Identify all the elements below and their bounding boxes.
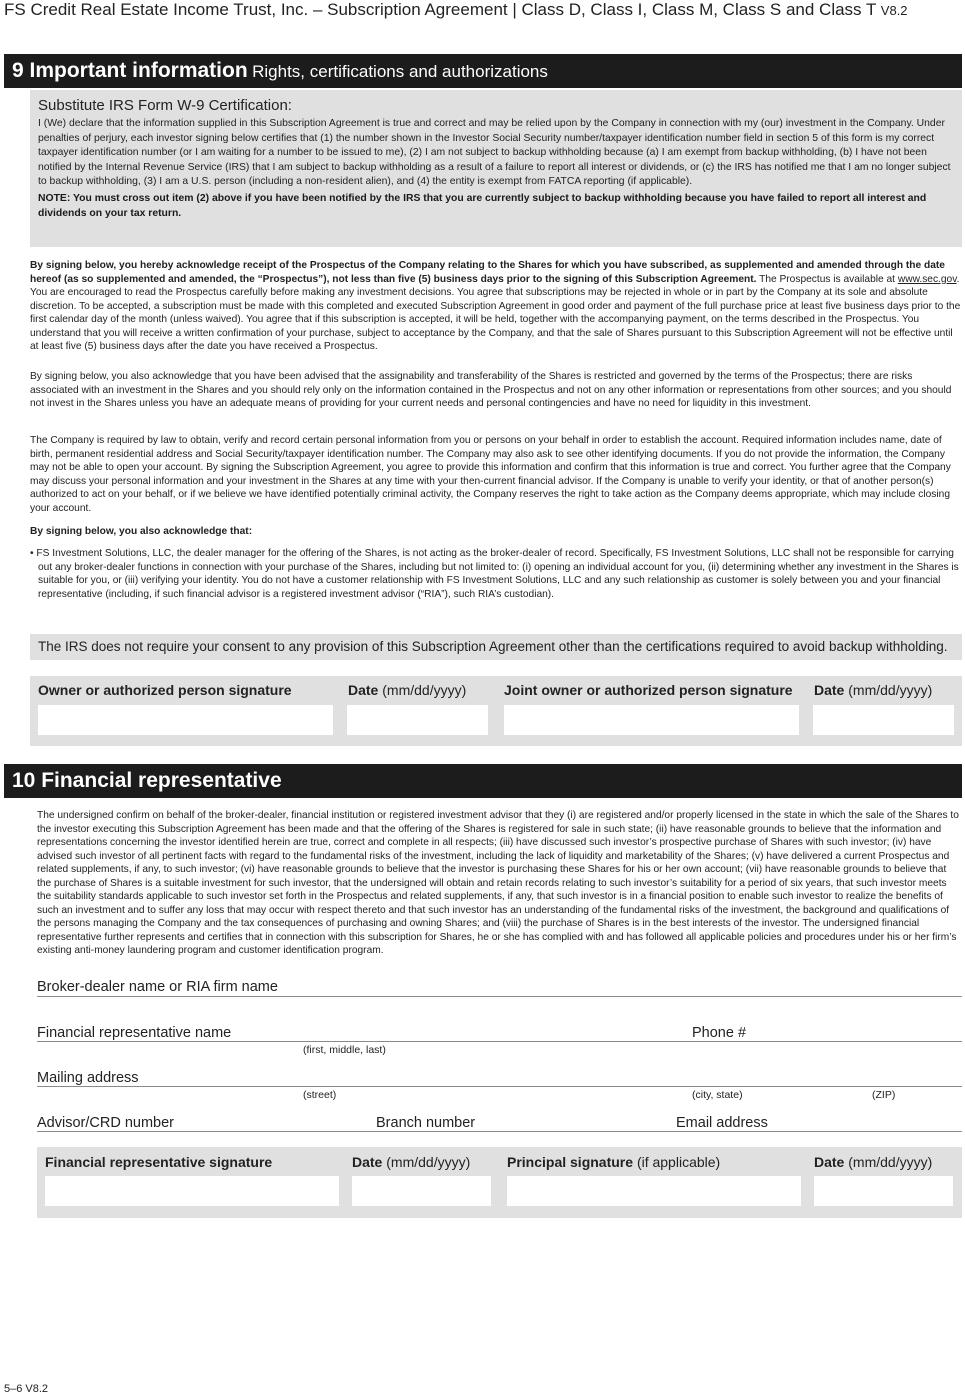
document-title: FS Credit Real Estate Income Trust, Inc. – Subscription Agreement | Class D, Class I, Class M, Class S and Class T xyxy=(4,0,877,19)
fr-name-hint: (first, middle, last) xyxy=(303,1044,386,1056)
owner-signature-field[interactable] xyxy=(38,705,333,735)
acknowledgement-transferability: By signing below, you also acknowledge that you have been advised that the assignability and transferability of the Shares is restricted and governed by the terms of the Prospectus; there are risks associated with an investment in the Shares and you should rely only on the information contained in the Prospectus and not on any other information or representations from other sources; and you should not invest in the Shares unless you have an adequate means of providing for your current needs and personal contingencies and have no need for liquidity in this investment. xyxy=(30,371,952,409)
acknowledgement-prospectus xyxy=(30,259,962,354)
acknowledgement-prospectus-rest: . You are encouraged to read the Prospectus carefully before making any investment decisions. You agree that subscriptions may be rejected in whole or in part by the Company at its sole and absolute discretion. To be accepted, a subscription must be made with this completed and executed Subscription Agreement in good order and payment of the full purchase price at least five business days prior to the first calendar day of the month (unless waived). You agree that if this subscription is accepted, it will be held, together with the accompanying payment, on the terms described in the Prospectus. You understand that you will receive a written confirmation of your purchase, subject to acceptance by the Company, and that the sale of Shares pursuant to this Subscription Agreement will not be effective until at least five (5) business days after the date you have received a Prospectus. xyxy=(30,273,961,352)
branch-number-label: Branch number xyxy=(376,1115,476,1131)
joint-date-field[interactable] xyxy=(813,705,954,735)
acknowledgement-personal-info: The Company is required by law to obtain, verify and record certain personal information from you or persons on your behalf in order to establish the account. Required information includes name, date of birth, permanent residential address and Social Security/taxpayer identification number. The Company may also ask to see other identifying documents. If you do not provide the information, the Company may not be able to open your account. By signing the Subscription Agreement, you agree to provide this information and confirm that this information is true and correct. You further agree that the Company may discuss your personal information and your investment in the Shares at any time with your then-current financial advisor. If the Company is unable to verify your identity, or that of another person(s) authorized to act on your behalf, or if we believe we have identified potentially criminal activity, the Company reserves the right to take action as the Company deems appropriate, which may include closing your account. xyxy=(30,435,951,514)
document-header xyxy=(4,0,908,20)
joint-owner-signature-field[interactable] xyxy=(504,705,799,735)
acknowledgement-prospectus-bold: By signing below, you hereby acknowledge receipt of the Prospectus of the Company relating to the Shares for which you have subscribed, as supplemented and amended through the date hereof (as so supplemented and amended, the “Prospectus”), not less than five (5) business days prior to the signing of this Subscription Agreement. xyxy=(30,260,945,285)
sec-gov-link[interactable]: www.sec.gov xyxy=(897,273,957,285)
section-9-header xyxy=(4,54,962,88)
fr-signature-label: Financial representative signature xyxy=(45,1154,273,1170)
joint-date-format: (mm/dd/yyyy) xyxy=(848,682,933,698)
principal-signature-hint: (if applicable) xyxy=(636,1154,721,1170)
mailing-address-field[interactable] xyxy=(37,1086,962,1087)
advisor-crd-label: Advisor/CRD number xyxy=(37,1115,174,1131)
city-state-hint: (city, state) xyxy=(692,1089,743,1101)
street-hint: (street) xyxy=(303,1089,337,1101)
principal-signature-label xyxy=(507,1154,720,1170)
broker-dealer-field[interactable] xyxy=(37,996,962,997)
section-10-title: 10 Financial representative xyxy=(12,769,282,792)
phone-label: Phone # xyxy=(692,1025,747,1041)
w9-title: Substitute IRS Form W-9 Certification: xyxy=(38,97,292,114)
acknowledgement-lead-in: By signing below, you also acknowledge that: xyxy=(30,526,253,537)
fr-date-field[interactable] xyxy=(352,1176,491,1206)
w9-certification-box xyxy=(30,90,962,247)
zip-hint: (ZIP) xyxy=(872,1089,896,1101)
joint-date-label xyxy=(814,682,932,698)
section-10-header xyxy=(4,764,962,798)
financial-representative-certification: The undersigned confirm on behalf of the broker-dealer, financial institution or registered investment advisor that they (i) are registered and/or properly licensed in the state in which the sale of the Shares to the investor executing this Subscription Agreement has been made and that the offering of the Shares is registered for sale in such state; (ii) have reasonable grounds to believe that the information and representations concerning the investor identified herein are true, correct and complete in all respects; (iii) have discussed such investor’s prospective purchase of Shares with such investor; (iv) have advised such investor of all pertinent facts with regard to the fundamental risks of the investment, including the lack of liquidity and marketability of the Shares; (v) have delivered a current Prospectus and related supplements, if any, to such investor; (vi) have reasonable grounds to believe that the investor is purchasing these Shares for his or her own account; (vii) have reasonable grounds to believe that the purchase of Shares is a suitable investment for such investor, that the undersigned will obtain and retain records relating to such investor’s suitability for a period of six years, that such investor meets the suitability standards applicable to such investor set forth in the Prospectus and related supplements, if any, that such investor is in a financial position to enable such investor to realize the benefits of such an investment and to suffer any loss that may occur with respect thereto and that such investor has an understanding of the fundamental risks of the investment, the background and qualifications of the persons managing the Company and the tax consequences of purchasing and owning Shares; and (viii) the purchase of Shares is in the best interests of the investor. The undersigned financial representative further represents and certifies that in connection with this subscription for Shares, he or she has complied with and has followed all applicable policies and procedures under his or her firm’s existing anti-money laundering program and customer identification program. xyxy=(37,810,959,956)
joint-owner-signature-label: Joint owner or authorized person signature xyxy=(504,682,793,698)
fr-name-label: Financial representative name xyxy=(37,1025,232,1041)
owner-date-field[interactable] xyxy=(347,705,488,735)
fr-name-phone-field[interactable] xyxy=(37,1041,962,1042)
mailing-address-label: Mailing address xyxy=(37,1070,139,1086)
joint-date-label-text: Date xyxy=(814,682,845,698)
broker-dealer-label: Broker-dealer name or RIA firm name xyxy=(37,979,278,995)
document-version: V8.2 xyxy=(880,3,908,18)
principal-date-format: (mm/dd/yyyy) xyxy=(848,1154,933,1170)
fr-signature-field[interactable] xyxy=(45,1176,339,1206)
section-9-title: 9 Important information xyxy=(12,59,248,82)
email-address-label: Email address xyxy=(676,1115,768,1131)
prospectus-availability: The Prospectus is available at xyxy=(759,273,896,285)
owner-date-label xyxy=(348,682,466,698)
section-9-signature-block xyxy=(30,676,962,746)
section-9-subtitle: Rights, certifications and authorizations xyxy=(252,62,548,81)
fr-date-format: (mm/dd/yyyy) xyxy=(386,1154,471,1170)
principal-signature-field[interactable] xyxy=(507,1176,801,1206)
principal-date-label-text: Date xyxy=(814,1154,845,1170)
section-10-signature-block xyxy=(37,1147,962,1218)
advisor-branch-email-field[interactable] xyxy=(37,1131,962,1132)
owner-signature-label: Owner or authorized person signature xyxy=(38,682,292,698)
owner-date-format: (mm/dd/yyyy) xyxy=(382,682,467,698)
w9-note: NOTE: You must cross out item (2) above if you have been notified by the IRS that you are currently subject to backup withholding because you have failed to report all interest and dividends on your tax return. xyxy=(38,192,927,219)
acknowledgement-dealer-manager: • FS Investment Solutions, LLC, the dealer manager for the offering of the Shares, is not acting as the broker-dealer of record. Specifically, FS Investment Solutions, LLC shall not be responsible for carrying out any broker-dealer functions in connection with your purchase of the Shares, including but not limited to: (i) opening an individual account for you, (ii) determining whether any investment in the Shares is suitable for you, or (iii) verifying your identity. You do not have a customer relationship with FS Investment Solutions, LLC and any such relationship as customer is solely between you and your financial representative (including, if such financial advisor is a registered investment advisor (“RIA”), such RIA’s custodian). xyxy=(30,548,959,600)
irs-consent-box: The IRS does not require your consent to any provision of this Subscription Agreement other than the certifications required to avoid backup withholding. xyxy=(30,634,962,660)
fr-date-label-text: Date xyxy=(352,1154,383,1170)
owner-date-label-text: Date xyxy=(348,682,379,698)
page-footer: 5–6 V8.2 xyxy=(4,1383,49,1395)
principal-signature-label-text: Principal signature xyxy=(507,1154,634,1170)
w9-body: I (We) declare that the information supplied in this Subscription Agreement is true and correct and may be relied upon by the Company in connection with my (our) investment in the Company. Under penalties of perjury, each investor signing below certifies that (1) the number shown in the Investor Social Security number/taxpayer identification number field in section 5 of this form is my correct taxpayer identification number (or I am waiting for a number to be issued to me), (2) I am not subject to backup withholding because (a) I am exempt from backup withholding, (b) I have not been notified by the Internal Revenue Service (IRS) that I am subject to backup withholding as a result of a failure to report all interest or dividends, or (c) the IRS has notified me that I am no longer subject to backup withholding, (3) I am a U.S. person (including a non-resident alien), and (4) the entity is exempt from FATCA reporting (if applicable). xyxy=(38,118,951,188)
principal-date-field[interactable] xyxy=(814,1176,953,1206)
fr-date-label xyxy=(352,1154,470,1170)
principal-date-label xyxy=(814,1154,932,1170)
